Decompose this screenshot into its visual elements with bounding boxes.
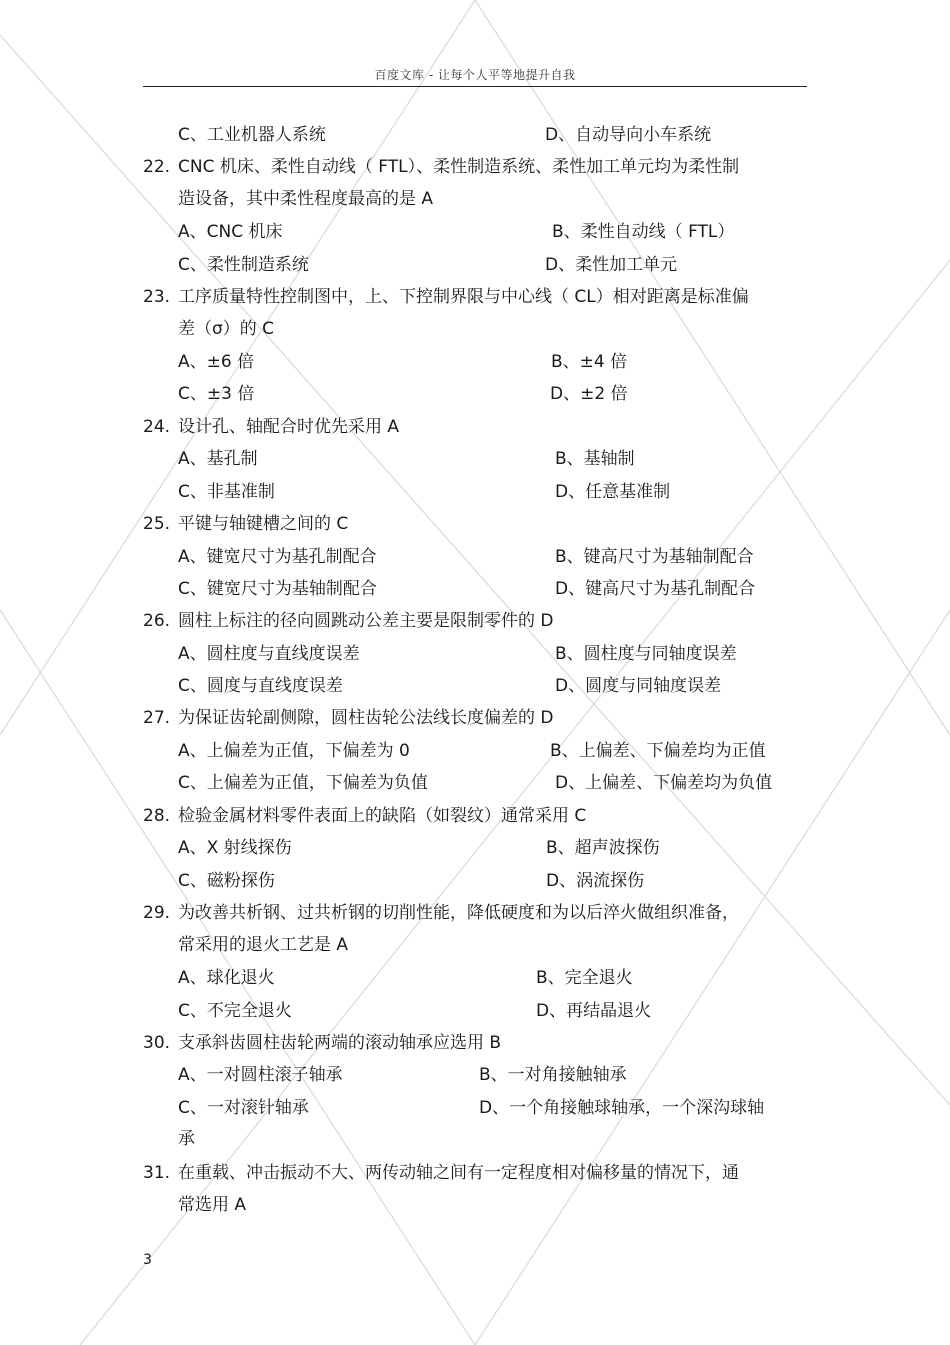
option-d: D、任意基准制 [555,482,671,502]
option-c: C、工业机器人系统 [178,125,326,145]
option-a: A、上偏差为正值，下偏差为 0 [178,741,410,761]
option-a: A、圆柱度与直线度误差 [178,644,360,664]
question-stem-cont: 常采用的退火工艺是 A [178,935,349,955]
question-number: 27. [143,708,171,728]
option-a: A、±6 倍 [178,352,255,372]
option-b: B、键高尺寸为基轴制配合 [555,547,754,567]
option-b: B、圆柱度与同轴度误差 [555,644,737,664]
option-d: D、再结晶退火 [536,1001,652,1021]
option-d: D、自动导向小车系统 [545,125,712,145]
option-c: C、±3 倍 [178,384,255,404]
question-number: 26. [143,611,171,631]
question-stem: 在重载、冲击振动不大、两传动轴之间有一定程度相对偏移量的情况下，通 [178,1163,739,1183]
question-stem: 为改善共析钢、过共析钢的切削性能，降低硬度和为以后淬火做组织准备， [178,903,739,923]
option-c: C、上偏差为正值，下偏差为负值 [178,773,428,793]
option-c: C、柔性制造系统 [178,255,309,275]
option-b: B、柔性自动线（ FTL） [552,222,735,242]
option-c: C、磁粉探伤 [178,871,275,891]
question-stem: 工序质量特性控制图中，上、下控制界限与中心线（ CL）相对距离是标准偏 [178,287,749,307]
option-d: D、柔性加工单元 [545,255,678,275]
option-b: B、±4 倍 [551,352,628,372]
option-c: C、圆度与直线度误差 [178,676,343,696]
option-c: C、非基准制 [178,482,275,502]
question-number: 29. [143,903,171,923]
page-number: 3 [143,1252,152,1268]
question-number: 30. [143,1033,171,1053]
option-b: B、一对角接触轴承 [479,1065,627,1085]
option-c: C、不完全退火 [178,1001,292,1021]
option-a: A、基孔制 [178,449,258,469]
option-d-cont: 承 [178,1129,195,1149]
option-a: A、键宽尺寸为基孔制配合 [178,547,377,567]
question-stem: 平键与轴键槽之间的 C [178,514,349,534]
option-d: D、上偏差、下偏差均为负值 [555,773,773,793]
option-d: D、键高尺寸为基孔制配合 [555,579,756,599]
option-b: B、上偏差、下偏差均为正值 [550,741,766,761]
option-d: D、圆度与同轴度误差 [555,676,722,696]
option-a: A、一对圆柱滚子轴承 [178,1065,343,1085]
option-d: D、涡流探伤 [546,871,645,891]
option-d: D、一个角接触球轴承，一个深沟球轴 [479,1098,765,1118]
question-stem-cont: 差（σ）的 C [178,319,275,339]
option-a: A、CNC 机床 [178,222,283,242]
question-stem: 支承斜齿圆柱齿轮两端的滚动轴承应选用 B [178,1033,502,1053]
header-divider [143,86,807,87]
question-number: 28. [143,806,171,826]
option-b: B、超声波探伤 [546,838,660,858]
question-number: 22. [143,157,171,177]
question-number: 25. [143,514,171,534]
question-stem: CNC 机床、柔性自动线（ FTL）、柔性制造系统、柔性加工单元均为柔性制 [178,157,740,177]
option-b: B、基轴制 [555,449,635,469]
option-a: A、X 射线探伤 [178,838,292,858]
option-c: C、一对滚针轴承 [178,1098,309,1118]
question-stem: 圆柱上标注的径向圆跳动公差主要是限制零件的 D [178,611,554,631]
option-a: A、球化退火 [178,968,275,988]
option-d: D、±2 倍 [550,384,628,404]
question-stem-cont: 常选用 A [178,1195,247,1215]
question-stem: 设计孔、轴配合时优先采用 A [178,417,400,437]
option-c: C、键宽尺寸为基轴制配合 [178,579,377,599]
question-number: 23. [143,287,171,307]
question-stem-cont: 造设备，其中柔性程度最高的是 A [178,189,434,209]
page-header: 百度文库 - 让每个人平等地提升自我 [374,68,576,82]
question-number: 24. [143,417,171,437]
option-b: B、完全退火 [536,968,633,988]
question-stem: 检验金属材料零件表面上的缺陷（如裂纹）通常采用 C [178,806,587,826]
question-stem: 为保证齿轮副侧隙，圆柱齿轮公法线长度偏差的 D [178,708,554,728]
question-number: 31. [143,1163,171,1183]
